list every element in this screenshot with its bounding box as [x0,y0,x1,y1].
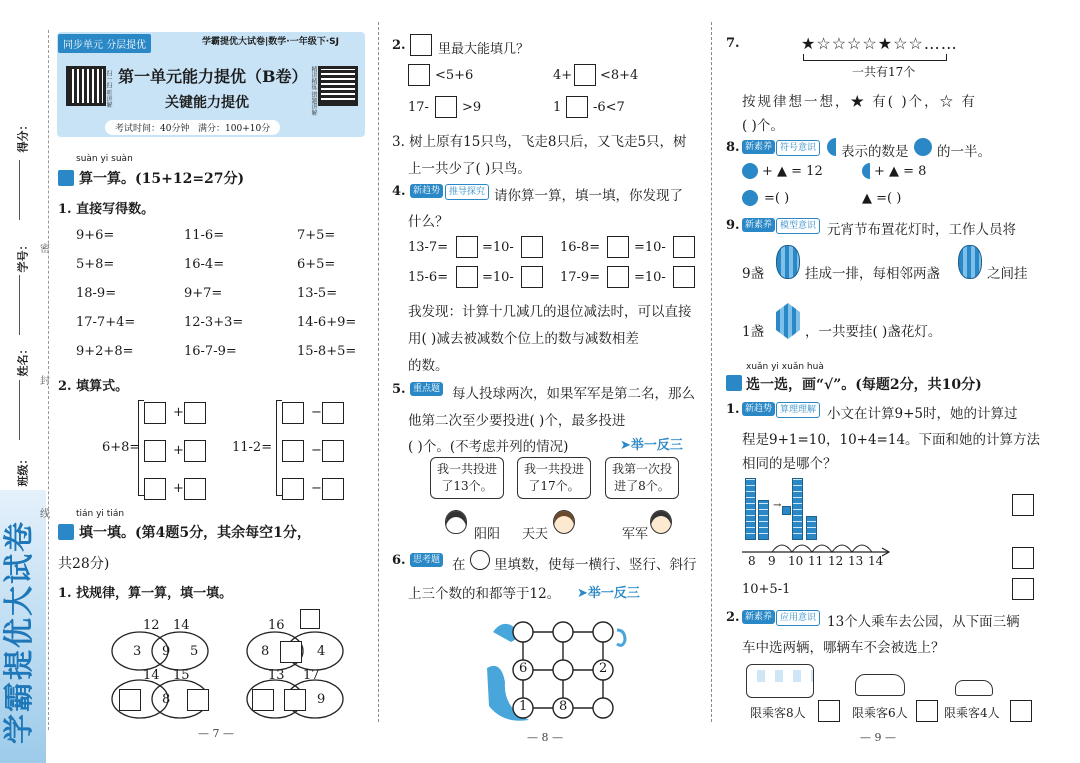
venn-c-left-box[interactable] [119,689,141,711]
star-pattern-caption: 一共有17个 [852,65,916,79]
p9-q7-line1: 按规律想一想，★ 有( )个，☆ 有 [742,94,977,110]
cube-stack-four [806,516,817,540]
spine-line [19,275,20,335]
operator-sign: − [311,405,322,420]
spine-mi: 密 [40,244,50,255]
r1a: 13-7= [408,240,449,255]
r2a: 15-6= [408,270,449,285]
venn-d-left-box[interactable] [252,689,274,711]
ineq-box-2[interactable] [574,64,596,86]
ineq-4b: -6<7 [593,100,625,115]
venn-c-top2: 15 [173,668,190,683]
equation-box[interactable] [282,402,304,424]
q2-label: 2. 填算式。 [58,379,129,394]
tag-new-trend: 新趋势 [410,184,443,198]
operator-sign: + [173,443,184,458]
p9-q8-b: 的一半。 [937,144,991,160]
equation-box[interactable] [322,440,344,462]
car-icon [855,674,905,696]
ineq-4a: 1 [553,100,562,115]
equation-box[interactable] [184,440,206,462]
spine-xian: 线 [40,509,50,520]
operator-sign: + [173,481,184,496]
p8-q4-line2: 什么？ [408,214,449,230]
spine-xuehao-label: 学号： [16,239,30,273]
calc-item: 5+8= [76,257,115,272]
p8-q4-line1: 请你算一算，填一填，你发现了 [494,188,683,204]
r2c: 17-9= [560,270,601,285]
grid-value-6: 6 [519,661,528,676]
p9-q9-number: 9. [726,218,740,233]
small-car-icon [955,680,993,696]
calc-item: 12-3+3= [184,315,244,330]
tag-think: 思考题 [410,553,443,567]
c2-line2: 车中选两辆，哪辆车不会被选上？ [742,640,945,656]
lantern-icon [776,245,800,279]
c1-line2: 程是9+1=10，10+4=14。下面和她的计算方法 [742,432,1041,448]
cube-stack-tall [745,478,756,540]
c2-line1: 13个人乘车去公园，从下面三辆 [827,614,1020,630]
r2d: =10- [634,270,666,285]
spine-line [19,380,20,440]
spine-cut-line [48,30,49,730]
calc-item: 13-5= [297,286,338,301]
c2-number: 2. [726,610,740,625]
q1-label: 1. 直接写得数。 [58,202,155,217]
numline-labels [748,554,888,568]
p8-q6-a2: 里填数，使每一横行、竖行、斜行 [494,557,697,573]
vehicle-2-box[interactable] [916,700,938,722]
choice-box-3[interactable] [1012,578,1034,600]
venn-c-right-box[interactable] [187,689,209,711]
equation-box[interactable] [322,478,344,500]
tag-new-trend: 新趋势 [742,402,775,416]
p8-q5-line2: 他第二次至少要投进( )个，最多投进 [408,413,626,429]
star-pattern: ★☆☆☆☆★☆☆…… [801,34,958,53]
kid-avatar-boy2 [650,510,672,534]
speech-bubble-tiantian: 我一共投进了17个。 [517,457,591,499]
numline-tick: 14 [868,554,884,568]
cube-stack-ten [792,478,803,540]
p8-q6-jyf[interactable]: ➤举一反三 [577,586,640,601]
venn-b-top2-box[interactable] [300,609,320,629]
numline-tick: 13 [848,554,864,568]
calc-item: 16-7-9= [184,344,237,359]
r2-box3[interactable] [607,266,629,288]
page-number-9: — 9 — [860,731,896,744]
c1-line1: 小文在计算9+5时，她的计算过 [827,406,1018,422]
p9-q9-c1: 1盏 [742,324,765,340]
page-number-7: — 7 — [198,727,234,740]
p9-q9-b2: 挂成一排，每相邻两盏 [805,266,940,282]
p9-q9-b1: 9盏 [742,266,765,282]
venn-b-mid-box[interactable] [280,641,302,663]
r2-box4[interactable] [673,266,695,288]
c1-number: 1. [726,402,740,417]
venn-a-top2: 14 [173,618,190,633]
venn-a-right: 5 [190,644,199,659]
venn-d-mid-box[interactable] [284,689,306,711]
calc-item: 16-4= [184,257,225,272]
ineq-3b: >9 [462,100,482,115]
section2-pinyin: tián yi tián [76,509,125,519]
equation-box[interactable] [282,440,304,462]
venn-c-mid: 8 [162,692,171,707]
vehicle-1-box[interactable] [818,700,840,722]
section1-icon [58,170,74,186]
p9-q9-b3: 之间挂 [987,266,1028,282]
name-junjun: 军军 [622,527,649,542]
qr-code-right [318,66,358,106]
page-separator [711,22,712,722]
choice-box-1[interactable] [1012,494,1034,516]
r1-box3[interactable] [607,236,629,258]
full-circle-icon [742,190,758,206]
p8-q2-text: 里最大能填几？ [438,42,530,57]
qr-right-caption: 精讲精练 错题讲解 [310,66,317,116]
p8-q6-b: 上三个数的和都等于12。 [408,586,561,602]
section2-title: 填一填。(第4题5分，其余每空1分， [79,525,311,541]
name-tiantian: 天天 [522,527,549,542]
exam-time: 考试时间：40分钟 [115,124,190,134]
equation-box[interactable] [322,402,344,424]
full-circle-icon [742,163,758,179]
spine-class-label: 班级： [16,453,30,487]
speech-bubble-yangyang: 我一共投进了13个。 [430,457,504,499]
eq-1: + ▲ = 12 [762,164,823,179]
qr-code-left [66,66,106,106]
p9-q7-number: 7. [726,36,740,51]
r1d: =10- [634,240,666,255]
p9-q8-number: 8. [726,140,740,155]
p8-q5-line1: 每人投球两次，如果军军是第二名，那么 [452,386,695,402]
spine-name-label: 姓名： [16,343,30,377]
book-title: 学霸提优大试卷|数学·一年级下·SJ [202,37,339,47]
operator-sign: + [173,405,184,420]
page-number-8: — 8 — [527,731,563,744]
unit-title: 第一单元能力提优（B卷） [118,67,308,86]
venn-d-right: 9 [317,692,326,707]
r1b: =10- [482,240,514,255]
equation-box[interactable] [144,402,166,424]
tag-new-literacy: 新素养 [742,218,775,232]
calc-item: 7+5= [297,228,336,243]
arrow-icon: → [773,500,782,511]
vehicle-2-label: 限乘客6人 [852,706,908,720]
ineq-box-4[interactable] [566,96,588,118]
p8-q5-number: 5. [392,382,406,397]
operator-sign: − [311,443,322,458]
half-circle-icon [827,138,836,156]
eq2-label: 11-2= [232,440,273,455]
calc-item: 15-8+5= [297,344,357,359]
ineq-1: <5+6 [435,68,474,83]
c1-line3: 相同的是哪个？ [742,456,837,472]
eq-2: + ▲ = 8 [874,164,927,179]
section3-title: 选一选，画“√”。(每题2分，共10分) [746,377,982,393]
venn-b-right: 4 [317,644,326,659]
tag-symbol: 符号意识 [776,140,820,156]
p8-q3-line1: 3. 树上原有15只鸟，飞走8只后，又飞走5只，树 [392,134,687,150]
p8-q2-sample-box [410,34,432,56]
p9-q9-a: 元宵节布置花灯时，工作人员将 [827,222,1016,238]
venn-a-mid: 9 [162,644,171,659]
kid-avatar-boy1 [553,510,575,534]
tag-model: 模型意识 [776,218,820,234]
section1-pinyin: suàn yi suàn [76,154,133,164]
p8-q6-number: 6. [392,553,406,568]
vehicle-1-label: 限乘客8人 [750,706,806,720]
bus-icon [746,664,814,698]
eq-3: =( ) [764,191,790,206]
choice-box-2[interactable] [1012,547,1034,569]
vehicle-3-label: 限乘客4人 [944,706,1000,720]
r1-box1[interactable] [456,236,478,258]
venn-b-top1: 16 [268,618,285,633]
cube-single [782,506,791,515]
calc-item: 6+5= [297,257,336,272]
numline-tick: 12 [828,554,844,568]
tag-new-literacy: 新素养 [742,140,775,154]
operator-sign: − [311,481,322,496]
full-circle-icon [914,138,932,156]
equation-box[interactable] [282,478,304,500]
equation-box[interactable] [184,478,206,500]
tag-arith: 算理理解 [776,402,820,418]
kid-avatar-girl [445,510,467,534]
calc-item: 14-6+9= [297,315,357,330]
section3-pinyin: xuǎn yi xuǎn huà [746,362,824,372]
calc-item: 18-9= [76,286,117,301]
eq1-label: 6+8= [102,440,141,455]
section1-title: 算一算。(15+12=27分) [79,171,245,187]
cube-stack-small [758,500,769,540]
vehicle-3-box[interactable] [1010,700,1032,722]
ineq-3a: 17- [408,100,429,115]
calc-item: 9+6= [76,228,115,243]
p9-q8-a: 表示的数是 [841,144,909,160]
p8-q5-jyf[interactable]: ➤举一反三 [620,438,683,453]
grid-value-1: 1 [519,699,528,714]
half-circle-icon [862,163,870,179]
tag-new-literacy: 新素养 [742,610,775,624]
section2-title-cont: 共28分) [58,556,110,572]
p8-q2-number: 2. [392,38,406,53]
calc-item: 11-6= [184,228,225,243]
ineq-box-1[interactable] [408,64,430,86]
unit-subtitle: 关键能力提优 [165,95,249,111]
r2b: =10- [482,270,514,285]
ineq-2b: <8+4 [600,68,639,83]
venn-d-top1: 13 [268,668,285,683]
ineq-2a: 4+ [553,68,573,83]
venn-d-top2: 17 [303,668,320,683]
qr-left-caption: 扫一扫 听讲解 [105,70,112,108]
name-yangyang: 阳阳 [474,527,501,542]
venn-a-left: 3 [133,644,142,659]
p8-q4-number: 4. [392,184,406,199]
star-pattern-brace [803,54,947,61]
numline-tick: 8 [748,554,756,568]
q3-label: 1. 找规律，算一算，填一填。 [58,586,233,601]
equation-box[interactable] [144,440,166,462]
spine-series-title: 学霸提优大试卷 [2,520,37,744]
tag-key-question: 重点题 [410,382,443,396]
unit-tag: 同步单元 分层提优 [58,34,151,53]
eq-4: ▲ =( ) [862,191,902,206]
option-3: 10+5-1 [742,582,791,597]
exam-full-score: 满分：100+10分 [198,124,271,134]
r1-box2[interactable] [521,236,543,258]
equation-box[interactable] [144,478,166,500]
tag-explore: 推导探究 [445,184,489,200]
speech-bubble-junjun: 我第一次投进了8个。 [605,457,679,499]
find-line2: 用( )减去被减数个位上的数与减数相差 [408,331,639,347]
calc-item: 9+2+8= [76,344,134,359]
p8-q3-line2: 上一共少了( )只鸟。 [408,161,531,177]
find-line3: 的数。 [408,358,449,374]
equation-box[interactable] [184,402,206,424]
spine-score-label: 得分： [16,119,30,153]
r2-box1[interactable] [456,266,478,288]
calc-item: 17-7+4= [76,315,136,330]
venn-a-top1: 12 [143,618,160,633]
numline-tick: 9 [768,554,776,568]
venn-b-left: 8 [261,644,270,659]
section3-icon [726,375,742,391]
hexagon-lantern-icon [776,303,800,339]
numline-tick: 10 [788,554,804,568]
find-line1: 我发现：计算十几减几的退位减法时，可以直接 [408,304,692,320]
numline-tick: 11 [808,554,824,568]
exam-info [105,120,280,135]
lantern-icon [958,245,982,279]
r2-box2[interactable] [521,266,543,288]
calc-item: 9+7= [184,286,223,301]
grid-value-8: 8 [559,699,568,714]
spine-line [19,160,20,220]
section2-icon [58,524,74,540]
p9-q7-line2: ( )个。 [742,118,784,134]
r1-box4[interactable] [673,236,695,258]
tag-app: 应用意识 [776,610,820,626]
p9-q9-c2: ，一共要挂( )盏花灯。 [805,324,942,340]
p8-q6-a: 在 [452,557,466,573]
r1c: 16-8= [560,240,601,255]
venn-c-top1: 14 [143,668,160,683]
ineq-box-3[interactable] [435,96,457,118]
grid-value-2: 2 [599,661,608,676]
circle-sample [470,550,490,570]
spine-feng: 封 [40,376,50,387]
p8-q5-line3: ( )个。(不考虑并列的情况) [408,439,569,455]
page-separator [378,22,379,722]
